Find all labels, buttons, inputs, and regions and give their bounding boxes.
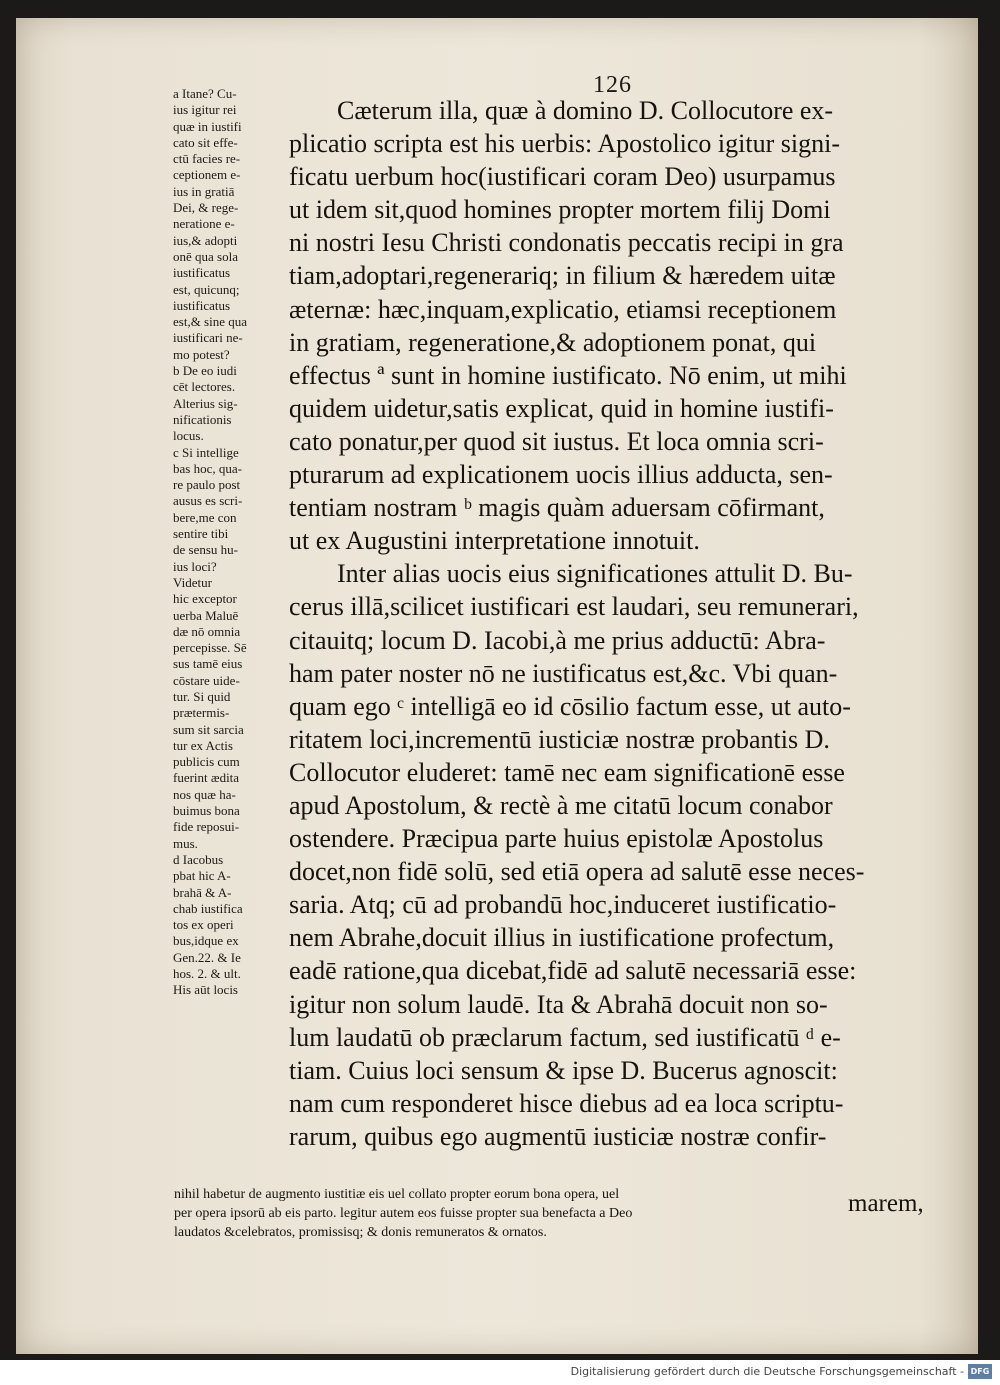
margin-note-line: ctū facies re-: [173, 151, 241, 167]
margin-note-line: cato sit effe-: [173, 134, 238, 150]
margin-note-line: bere,me con: [173, 509, 237, 525]
margin-note-line: dæ nō omnia: [173, 623, 241, 639]
text-line: pturarum ad explicationem uocis illius adducta, sen-: [289, 460, 833, 490]
text-line: in gratiam, regeneratione,& adoptionem ponat, qui: [289, 327, 817, 357]
margin-note-line: est,& sine qua: [173, 314, 248, 330]
text-line: tiam,adoptari,regenerariq; in filium & hæredem uitæ: [289, 261, 836, 291]
footnote-block: [174, 1185, 854, 1242]
dfg-logo: DFG: [968, 1364, 992, 1379]
text-line: apud Apostolum, & rectè à me citatū locum conabor: [289, 790, 833, 820]
text-line: ostendere. Præcipua parte huius epistolæ Apostolus: [289, 824, 824, 854]
margin-note-line: pbat hic A-: [173, 868, 231, 884]
text-line: ficatu uerbum hoc(iustificari coram Deo) usurpamus: [289, 162, 836, 192]
text-line: tiam. Cuius loci sensum & ipse D. Bucerus agnoscit:: [289, 1055, 838, 1085]
margin-note-line: chab iustifica: [173, 900, 243, 916]
margin-note-line: buimus bona: [173, 803, 240, 819]
margin-note-line: cēt lectores.: [173, 379, 236, 395]
text-line: nam cum responderet hisce diebus ad ea loca scriptu-: [289, 1088, 844, 1118]
margin-note-line: ius igitur rei: [173, 102, 237, 118]
text-line: docet,non fidē solū, sed etiā opera ad salutē esse neces-: [289, 857, 865, 887]
margin-note-line: prætermis-: [173, 705, 230, 721]
margin-note-line: sus tamē eius: [173, 656, 243, 672]
margin-note-line: brahā & A-: [173, 884, 232, 900]
text-line: effectus ª sunt in homine iustificato. Nō enim, ut mihi: [289, 360, 847, 390]
text-line: plicatio scripta est his uerbis: Apostolico igitur signi-: [289, 129, 840, 159]
text-line: rarum, quibus ego augmentū iusticiæ nostræ confir-: [289, 1121, 827, 1151]
margin-note-line: hos. 2. & ult.: [173, 966, 241, 982]
margin-note-line: ceptionem e-: [173, 167, 241, 183]
margin-note-line: ius,& adopti: [173, 232, 238, 248]
margin-notes: [173, 86, 287, 999]
margin-note-line: neratione e-: [173, 216, 235, 232]
margin-note-line: fide reposui-: [173, 819, 240, 835]
text-line: Inter alias uocis eius significationes attulit D. Bu-: [337, 559, 853, 589]
text-line: quam ego ᶜ intelligā eo id cōsilio factum esse, ut auto-: [289, 691, 851, 721]
text-line: Cæterum illa, quæ à domino D. Collocutore ex-: [337, 96, 834, 125]
footer-bar: [0, 1360, 1000, 1385]
text-line: ni nostri Iesu Christi condonatis peccatis recipi in gra: [289, 228, 844, 258]
margin-note-line: onē qua sola: [173, 248, 238, 264]
margin-note-line: locus.: [173, 428, 204, 444]
footnote-line: per opera ipsorū ab eis parto. legitur autem eos fuisse propter sua benefacta a Deo: [174, 1206, 633, 1221]
text-line: æternæ: hæc,inquam,explicatio, etiamsi receptionem: [289, 294, 837, 324]
margin-note-line: nificationis: [173, 411, 232, 427]
margin-note-line: bus,idque ex: [173, 933, 239, 949]
margin-note-line: Videtur: [173, 574, 212, 590]
margin-note-line: iustificatus: [173, 297, 231, 313]
footnote-line: laudatos &celebratos, promissisq; & donis remuneratos & ornatos.: [174, 1225, 547, 1240]
footnote-line: nihil habetur de augmento iustitiæ eis uel collato propter eorum bona opera, uel: [174, 1187, 620, 1202]
margin-note-line: a Itane? Cu-: [173, 86, 237, 101]
margin-note-line: bas hoc, qua-: [173, 460, 242, 476]
catchword: marem,: [848, 1190, 924, 1217]
margin-note-line: est, quicunq;: [173, 281, 240, 297]
margin-note-line: publicis cum: [173, 754, 240, 770]
margin-note-line: mo potest?: [173, 346, 230, 362]
text-line: tentiam nostram ᵇ magis quàm aduersam cōfirmant,: [289, 493, 825, 523]
margin-note-line: His aūt locis: [173, 982, 238, 998]
margin-note-line: iustificatus: [173, 265, 231, 281]
text-line: citauitq; locum D. Iacobi,à me prius adductū: Abra-: [289, 625, 826, 655]
text-line: cato ponatur,per quod sit iustus. Et loca omnia scri-: [289, 426, 824, 456]
margin-note-line: ausus es scri-: [173, 493, 243, 509]
margin-note-line: tur. Si quid: [173, 688, 231, 704]
text-line: Collocutor eluderet: tamē nec eam significationē esse: [289, 757, 845, 787]
margin-note-line: hic exceptor: [173, 591, 237, 607]
text-line: cerus illā,scilicet iustificari est laudari, seu remunerari,: [289, 592, 859, 622]
text-line: ritatem loci,incrementū iusticiæ nostræ probantis D.: [289, 724, 830, 754]
margin-note-line: de sensu hu-: [173, 542, 238, 558]
text-line: ut ex Augustini interpretatione innotuit.: [289, 526, 700, 556]
margin-note-line: mus.: [173, 835, 198, 851]
text-line: igitur non solum laudē. Ita & Abrahā docuit non so-: [289, 989, 828, 1019]
margin-note-line: tos ex operi: [173, 917, 234, 933]
margin-note-line: c Si intellige: [173, 444, 239, 460]
margin-note-line: d Iacobus: [173, 851, 224, 867]
text-line: saria. Atq; cū ad probandū hoc,induceret iustificatio-: [289, 890, 837, 920]
margin-note-line: Dei, & rege-: [173, 200, 239, 216]
margin-note-line: sentire tibi: [173, 526, 229, 542]
margin-note-line: percepisse. Sē: [173, 640, 247, 656]
funding-credit: Digitalisierung gefördert durch die Deutsche Forschungsgemeinschaft -: [570, 1365, 964, 1378]
margin-note-line: nos quæ ha-: [173, 786, 236, 802]
margin-note-line: iustificari ne-: [173, 330, 243, 346]
text-line: quidem uidetur,satis explicat, quid in homine iustifi-: [289, 393, 834, 423]
margin-note-line: cōstare uide-: [173, 672, 240, 688]
margin-note-line: b De eo iudi: [173, 363, 237, 379]
margin-note-line: quæ in iustifi: [173, 118, 242, 134]
text-line: ham pater noster nō ne iustificatus est,&c. Vbi quan-: [289, 658, 838, 688]
page-number: 126: [593, 72, 632, 98]
margin-note-line: Alterius sig-: [173, 395, 238, 411]
margin-note-line: ius loci?: [173, 558, 217, 574]
margin-note-line: Gen.22. & Ie: [173, 949, 241, 965]
margin-note-line: re paulo post: [173, 477, 241, 493]
margin-note-line: uerba Maluē: [173, 607, 239, 623]
margin-note-line: tur ex Actis: [173, 737, 233, 753]
main-text-block: [289, 94, 955, 1153]
margin-note-line: sum sit sarcia: [173, 721, 244, 737]
margin-note-line: fuerint ædita: [173, 770, 240, 786]
text-line: nem Abrahe,docuit illius in iustificatione profectum,: [289, 923, 835, 953]
text-line: ut idem sit,quod homines propter mortem filij Domi: [289, 195, 831, 225]
text-line: eadē ratione,qua dicebat,fidē ad salutē necessariā esse:: [289, 956, 857, 986]
text-line: lum laudatū ob præclarum factum, sed iustificatū ᵈ e-: [289, 1022, 841, 1052]
margin-note-line: ius in gratiā: [173, 183, 235, 199]
